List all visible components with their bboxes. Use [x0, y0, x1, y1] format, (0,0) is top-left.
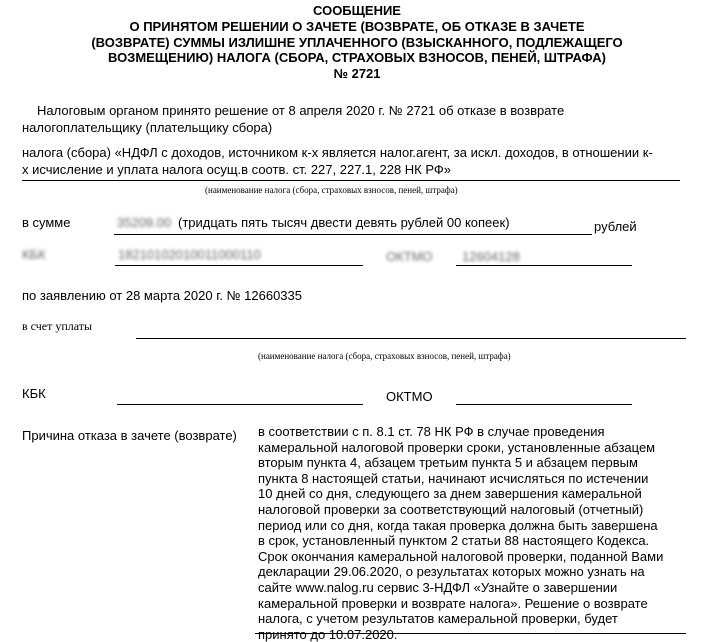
tax-name-caption: (наименование налога (сбора, страховых взносов, пеней, штрафа): [205, 185, 458, 195]
application-text: по заявлению от 28 марта 2020 г. № 12660335: [22, 288, 302, 303]
doc-number: № 2721: [333, 66, 381, 81]
refusal-reason-line: налога, с учетом результатов камеральной проверки, будет: [258, 611, 618, 627]
refusal-underline: [255, 633, 686, 634]
refusal-reason-line: период или со дня, когда такая проверка должна быть завершена: [258, 517, 658, 533]
offset-underline: [136, 338, 686, 339]
oktmo2-label: ОКТМО: [386, 389, 433, 404]
amount-unit: рублей: [594, 219, 637, 234]
amount-underline: [114, 234, 592, 235]
refusal-reason-line: в срок, установленный пунктом 2 статьи 88 настоящего Кодекса.: [258, 533, 650, 549]
refusal-reason: [258, 424, 698, 642]
amount-value: 35209.00: [117, 215, 172, 230]
refusal-reason-line: 10 дней со дня, следующего за днем завершения камеральной: [258, 486, 642, 502]
oktmo-value: 12604128: [462, 249, 520, 264]
offset-caption: (наименование налога (сбора, страховых взносов, пеней, штрафа): [258, 351, 511, 361]
doc-title-line-3: (ВОЗВРАТЕ) СУММЫ ИЗЛИШНЕ УПЛАЧЕННОГО (ВЗЫСКАННОГО, ПОДЛЕЖАЩЕГО: [91, 35, 623, 50]
kbk-underline: [115, 265, 363, 266]
kbk2-label: КБК: [22, 386, 46, 401]
tax-name-line-1: налога (сбора) «НДФЛ с доходов, источником к-х является налог.агент, за искл. доходов, в отношении к-: [22, 145, 653, 160]
refusal-reason-line: Срок окончания камеральной налоговой проверки, поданной Вами: [258, 548, 664, 564]
oktmo-underline: [456, 265, 632, 266]
refusal-reason-line: декларации 29.06.2020, о результатах которых можно узнать на: [258, 564, 645, 580]
amount-label: в сумме: [22, 215, 71, 230]
decision-text-cont: налогоплательщику (плательщику сбора): [22, 120, 273, 135]
refusal-reason-line: пункта 8 настоящей статьи, начинают исчисляться по истечении: [258, 470, 649, 486]
refusal-reason-line: в соответствии с п. 8.1 ст. 78 НК РФ в случае проведения: [258, 424, 605, 439]
refusal-reason-line: вторым пункта 4, абзацем третьим пункта 5 и абзацем первым: [258, 455, 638, 471]
kbk-value: 18210102010011000110: [118, 247, 261, 262]
refusal-reason-line: сайте www.nalog.ru сервис 3-НДФЛ «Узнайте о завершении: [258, 579, 618, 595]
refusal-reason-line: принято до 10.07.2020.: [258, 626, 398, 642]
tax-name-line-2: х исчисление и уплата налога осущ.в соотв. ст. 227, 227.1, 228 НК РФ»: [22, 162, 451, 177]
oktmo2-underline: [456, 404, 632, 405]
refusal-label: Причина отказа в зачете (возврате): [22, 428, 237, 443]
refusal-reason-line: камеральной проверки и возврате налога». Решение о возврате: [258, 595, 648, 611]
kbk-label: КБК: [22, 247, 46, 262]
refusal-reason-line: налоговой проверки за соответствующий налоговый (отчетный): [258, 501, 644, 517]
doc-title: СООБЩЕНИЕ: [313, 3, 401, 18]
doc-title-line-2: О ПРИНЯТОМ РЕШЕНИИ О ЗАЧЕТЕ (ВОЗВРАТЕ, ОБ ОТКАЗЕ В ЗАЧЕТЕ: [129, 19, 585, 34]
doc-title-line-4: ВОЗМЕЩЕНИЮ) НАЛОГА (СБОРА, СТРАХОВЫХ ВЗНОСОВ, ПЕНЕЙ, ШТРАФА): [108, 50, 606, 65]
oktmo-label: ОКТМО: [386, 249, 433, 264]
amount-words: (тридцать пять тысяч двести девять рублей 00 копеек): [178, 215, 510, 230]
offset-label: в счет уплаты: [22, 319, 93, 333]
tax-name-underline: [22, 180, 680, 181]
kbk2-underline: [117, 404, 363, 405]
refusal-reason-line: камеральной налоговой проверки сроки, установленные абзацем: [258, 439, 656, 455]
decision-text: Налоговым органом принято решение от 8 апреля 2020 г. № 2721 об отказе в возврате: [37, 103, 565, 118]
